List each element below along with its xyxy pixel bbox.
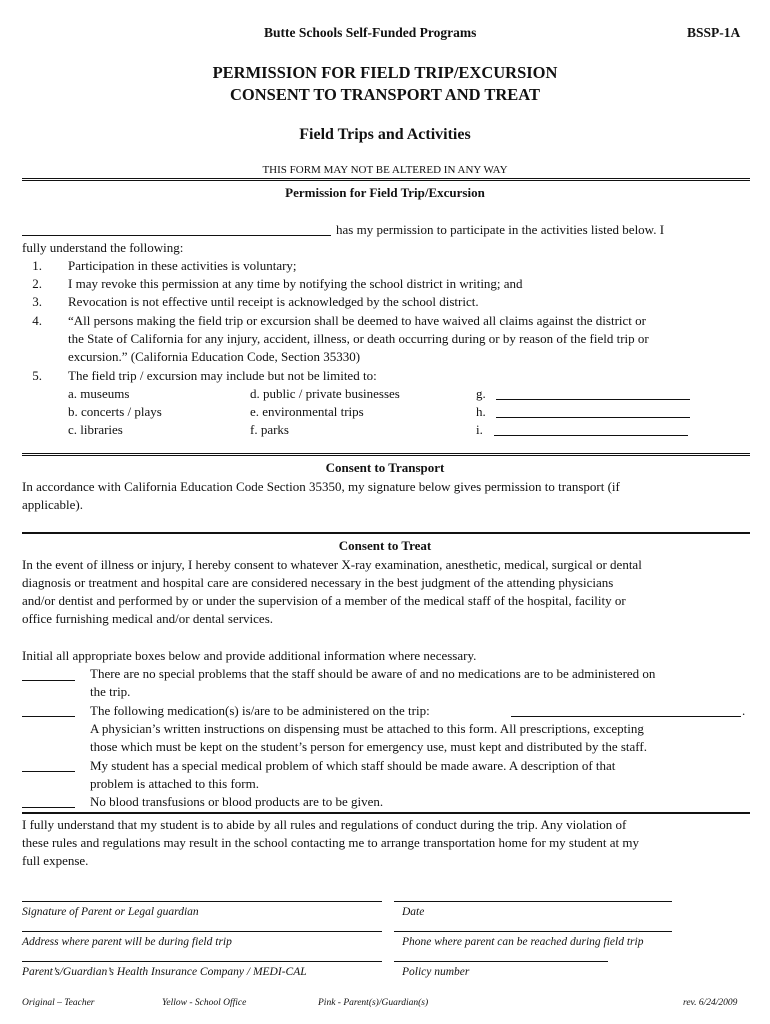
option-text: My student has a special medical problem of which staff should be made aware. A description of that bbox=[90, 758, 616, 773]
activity-option: b. concerts / plays bbox=[68, 404, 162, 419]
option-text: A physician’s written instructions on dispensing must be attached to this form. All prescriptions, excepting bbox=[90, 721, 644, 736]
phone-line[interactable] bbox=[394, 931, 672, 932]
initial-blank-no-transfusions[interactable] bbox=[22, 807, 75, 808]
option-text: problem is attached to this form. bbox=[90, 776, 259, 791]
option-text: the trip. bbox=[90, 684, 131, 699]
phone-label: Phone where parent can be reached during field trip bbox=[402, 936, 644, 948]
option-text: those which must be kept on the student’s person for emergency use, must kept and distributed by the staff. bbox=[90, 739, 647, 754]
org-name: Butte Schools Self-Funded Programs bbox=[264, 25, 477, 40]
date-line[interactable] bbox=[394, 901, 672, 902]
conduct-text-line: these rules and regulations may result in the school contacting me to arrange transportation home for my student at my bbox=[22, 835, 639, 850]
form-title-line1: PERMISSION FOR FIELD TRIP/EXCURSION bbox=[212, 63, 558, 82]
form-subtitle: Field Trips and Activities bbox=[299, 126, 471, 143]
activity-option-letter: i. bbox=[476, 422, 483, 437]
conduct-text-line: full expense. bbox=[22, 853, 89, 868]
copy-distribution-original: Original – Teacher bbox=[22, 998, 95, 1008]
initial-instruction: Initial all appropriate boxes below and provide additional information where necessary. bbox=[22, 648, 477, 663]
list-item: I may revoke this permission at any time by notifying the school district in writing; and bbox=[68, 276, 523, 291]
conduct-text-line: I fully understand that my student is to abide by all rules and regulations of conduct during the trip. Any violation of bbox=[22, 817, 627, 832]
list-item: The field trip / excursion may include but not be limited to: bbox=[68, 368, 377, 383]
list-item: Participation in these activities is voluntary; bbox=[68, 258, 297, 273]
policy-number-label: Policy number bbox=[402, 966, 470, 978]
transport-text-line: applicable). bbox=[22, 497, 83, 512]
student-name-blank[interactable] bbox=[22, 235, 331, 236]
permission-intro: has my permission to participate in the activities listed below. I bbox=[336, 222, 665, 237]
activity-option: c. libraries bbox=[68, 422, 123, 437]
treat-text-line: In the event of illness or injury, I hereby consent to whatever X-ray examination, anesthetic, medical, surgical or dental bbox=[22, 557, 642, 572]
activity-blank-g[interactable] bbox=[496, 399, 690, 400]
form-id: BSSP-1A bbox=[687, 25, 741, 40]
transport-text-line: In accordance with California Education Code Section 35350, my signature below gives permission to transport (if bbox=[22, 479, 620, 494]
list-item: “All persons making the field trip or excursion shall be deemed to have waived all claims against the district or bbox=[68, 313, 646, 328]
activity-blank-h[interactable] bbox=[496, 417, 690, 418]
copy-distribution-yellow: Yellow - School Office bbox=[162, 998, 247, 1008]
transport-heading: Consent to Transport bbox=[325, 460, 445, 475]
form-title-line2: CONSENT TO TRANSPORT AND TREAT bbox=[230, 85, 540, 104]
copy-distribution-pink: Pink - Parent(s)/Guardian(s) bbox=[318, 998, 429, 1008]
list-number: 4. bbox=[32, 313, 42, 328]
parent-signature-line[interactable] bbox=[22, 901, 382, 902]
treat-text-line: diagnosis or treatment and hospital care are considered necessary in the best judgment of the attending physicians bbox=[22, 575, 614, 590]
list-item-continued: excursion.” (California Education Code, Section 35330) bbox=[68, 349, 361, 364]
permission-heading: Permission for Field Trip/Excursion bbox=[285, 185, 485, 200]
treat-text-line: office furnishing medical and/or dental services. bbox=[22, 611, 274, 626]
option-text: No blood transfusions or blood products are to be given. bbox=[90, 794, 384, 809]
signature-label: Signature of Parent or Legal guardian bbox=[22, 906, 199, 918]
activity-option: a. museums bbox=[68, 386, 130, 401]
treat-text-line: and/or dentist and performed by or under the supervision of a member of the medical staff of the hospital, facility or bbox=[22, 593, 626, 608]
initial-blank-no-problems[interactable] bbox=[22, 680, 75, 681]
initial-blank-medication[interactable] bbox=[22, 716, 75, 717]
option-text: The following medication(s) is/are to be administered on the trip: bbox=[90, 703, 430, 718]
activity-option: f. parks bbox=[250, 422, 289, 437]
initial-blank-medical-problem[interactable] bbox=[22, 771, 75, 772]
list-number: 5. bbox=[32, 368, 42, 383]
date-label: Date bbox=[402, 906, 425, 918]
divider bbox=[22, 453, 750, 456]
option-text: There are no special problems that the staff should be aware of and no medications are to be administered on bbox=[90, 666, 656, 681]
divider bbox=[22, 178, 750, 181]
address-line[interactable] bbox=[22, 931, 382, 932]
policy-number-line[interactable] bbox=[394, 961, 608, 962]
no-alter-notice: THIS FORM MAY NOT BE ALTERED IN ANY WAY bbox=[262, 164, 508, 176]
insurance-label: Parent’s/Guardian’s Health Insurance Company / MEDI-CAL bbox=[22, 966, 307, 978]
activity-option: d. public / private businesses bbox=[250, 386, 400, 401]
activity-option: e. environmental trips bbox=[250, 404, 364, 419]
option-trailing-period: . bbox=[742, 703, 746, 718]
list-item-continued: the State of California for any injury, accident, illness, or death occurring during or by reason of the field trip or bbox=[68, 331, 649, 346]
revision-date: rev. 6/24/2009 bbox=[683, 998, 738, 1008]
insurance-line[interactable] bbox=[22, 961, 382, 962]
divider bbox=[22, 812, 750, 814]
divider bbox=[22, 532, 750, 534]
treat-heading: Consent to Treat bbox=[338, 538, 432, 553]
medication-name-blank[interactable] bbox=[511, 716, 741, 717]
permission-intro-line2: fully understand the following: bbox=[22, 240, 184, 255]
activity-blank-i[interactable] bbox=[494, 435, 688, 436]
list-number: 1. bbox=[32, 258, 42, 273]
list-number: 3. bbox=[32, 294, 42, 309]
activity-option-letter: h. bbox=[476, 404, 486, 419]
list-item: Revocation is not effective until receipt is acknowledged by the school district. bbox=[68, 294, 479, 309]
activity-option-letter: g. bbox=[476, 386, 486, 401]
address-label: Address where parent will be during field trip bbox=[22, 936, 232, 948]
list-number: 2. bbox=[32, 276, 42, 291]
